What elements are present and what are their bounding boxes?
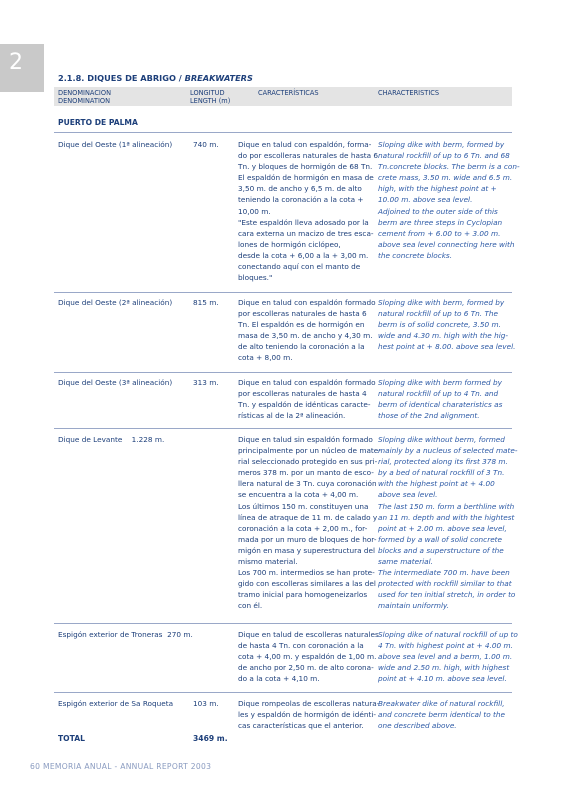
section-title [58, 73, 253, 83]
divider [54, 372, 512, 373]
chapter-number: 2 [9, 50, 23, 75]
row-name: Dique de Levante 1.228 m. [58, 435, 165, 444]
row-characteristics: Sloping dike without berm, formed mainly by a nucleus of selected mate- rial, protected along its first 378 m. by a bed of natural rockfill of 3 Tn. with the highest point at + 4.00 above sea level. The last 150 m. form a berthline with an 11 m. depth and with the hightest point at + 2.00 m. above sea level, formed by a wall of solid concrete blocks and a superstructure of the same material. The intermediate 700 m. have been protected with rockfill similar to that used for ten initial stretch, in order to maintain uniformly. [378, 435, 518, 611]
header-characteristics: CHARACTERISTICS [378, 89, 440, 97]
row-caracteristicas: Dique en talud sin espaldón formado principalmente por un núcleo de mate- rial seleccionado protegido en sus pri- meros 378 m. por un manto de esco- llera natural de 3 Tn. cuya coronación se encuentra a la cota + 4,00 m. Los últimos 150 m. constituyen una línea de atraque de 11 m. de calado y coronación a la cota + 2,00 m., for- mada por un muro de bloques de hor- migón en masa y superestructura del mismo material. Los 700 m. intermedios se han prote- gido con escolleras similares a las del tramo inicial para homogeneizarlos con él. [238, 435, 381, 611]
table-header [54, 87, 512, 106]
row-name: Dique del Oeste (3ª alineación) [58, 378, 173, 387]
divider [54, 623, 512, 624]
divider [54, 692, 512, 693]
row-characteristics: Sloping dike with berm, formed by natural rockfill of up to 6 Tn. and 68 Tn.concrete blocks. The berm is a con- crete mass, 3.50 m. wide and 6.5 m. high, with the highest point at + 10.00 m. above sea level. Adjoined to the outer side of this berm are three steps in Cyclopian cement from + 6.00 to + 3.00 m. above sea level connecting here with the concrete blocks. [378, 140, 520, 260]
header-caracteristicas: CARACTERÍSTICAS [258, 89, 319, 97]
row-length: 815 m. [193, 298, 219, 307]
row-name: Dique del Oeste (2ª alineación) [58, 298, 173, 307]
page-footer: 60 MEMORIA ANUAL - ANNUAL REPORT 2003 [30, 762, 212, 771]
section-title-en: BREAKWATERS [184, 73, 253, 83]
header-length: LONGITUD LENGTH (m) [190, 89, 231, 105]
row-characteristics: Breakwater dike of natural rockfill, and concrete berm identical to the one described above. [378, 699, 505, 731]
row-characteristics: Sloping dike of natural rockfill of up to 4 Tn. with highest point at + 4.00 m. above sea level and a berm, 1.00 m. wide and 2.50 m. high, with highest point at + 4.10 m. above sea level. [378, 630, 518, 684]
row-length: 313 m. [193, 378, 219, 387]
chapter-tab [0, 44, 44, 92]
row-name: Espigón exterior de Troneras 270 m. [58, 630, 193, 639]
row-length: 740 m. [193, 140, 219, 149]
row-caracteristicas: Dique en talud con espaldón formado por escolleras naturales de hasta 6 Tn. El espaldón es de hormigón en masa de 3,50 m. de ancho y 4,30 m. de alto teniendo la coronación a la cota + 8,00 m. [238, 298, 376, 363]
total-label: TOTAL [58, 734, 85, 743]
row-caracteristicas: Dique en talud con espaldón, forma- do por escolleras naturales de hasta 6 Tn. y bloques de hormigón de 68 Tn. El espaldón de hormigón en masa de 3,50 m. de ancho y 6,5 m. de alto teniendo la coronación a la cota + 10,00 m. "Este espaldón lleva adosado por la cara externa un macizo de tres esca- lones de hormigón ciclópeo, desde la cota + 6,00 a la + 3,00 m. conectando aquí con el manto de bloques." [238, 140, 379, 283]
divider [54, 132, 512, 133]
row-characteristics: Sloping dike with berm, formed by natural rockfill of up to 6 Tn. The berm is of solid concrete, 3.50 m. wide and 4.30 m. high with the hig- hest point at + 8.00. above sea level. [378, 298, 516, 352]
total-value: 3469 m. [193, 734, 228, 743]
row-caracteristicas: Dique en talud con espaldón formado por escolleras naturales de hasta 4 Tn. y espaldón de idénticas caracte- rísticas al de la 2ª alineación. [238, 378, 376, 421]
header-denomination: DENOMINACION DENOMINATION [58, 89, 111, 105]
row-characteristics: Sloping dike with berm formed by natural rockfill of up to 4 Tn. and berm of identical charateristics as those of the 2nd alignment. [378, 378, 503, 421]
row-caracteristicas: Dique rompeolas de escolleras natura- les y espaldón de hormigón de idénti- cas características que el anterior. [238, 699, 380, 731]
row-length: 103 m. [193, 699, 219, 708]
divider [54, 292, 512, 293]
row-name: Dique del Oeste (1ª alineación) [58, 140, 173, 149]
port-heading: PUERTO DE PALMA [58, 118, 138, 127]
row-caracteristicas: Dique en talud de escolleras naturales de hasta 4 Tn. con coronación a la cota + 4,00 m. y espaldón de 1,00 m. de ancho por 2,50 m. de alto corona- do a la cota + 4,10 m. [238, 630, 379, 684]
section-title-es: 2.1.8. DIQUES DE ABRIGO / [58, 73, 185, 83]
divider [54, 428, 512, 429]
row-name: Espigón exterior de Sa Roqueta [58, 699, 174, 708]
